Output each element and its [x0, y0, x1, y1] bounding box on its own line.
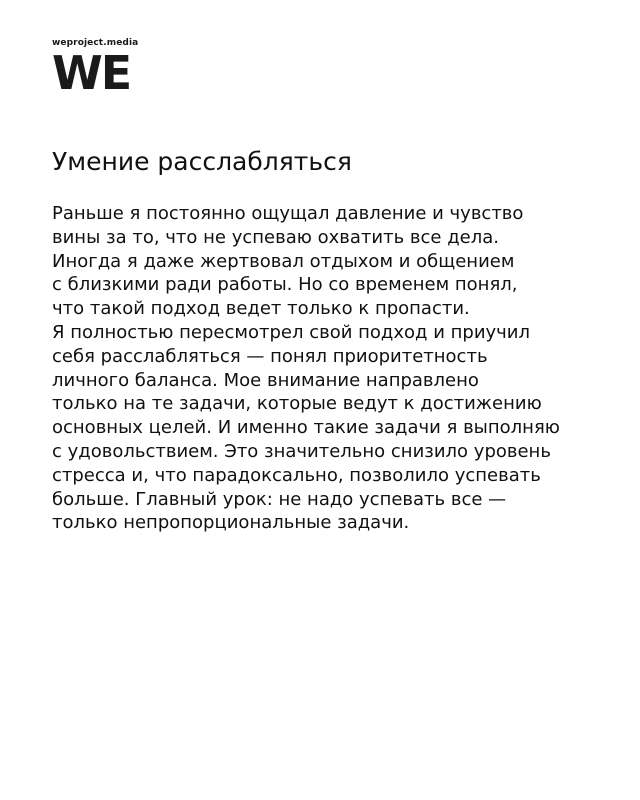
body-line: Иногда я даже жертвовал отдыхом и общением: [52, 250, 515, 272]
body-line: Раньше я постоянно ощущал давление и чувство: [52, 203, 524, 224]
body-line: только на те задачи, которые ведут к достижению: [52, 393, 542, 415]
body-line: себя расслабляться — понял приоритетность: [52, 345, 488, 367]
body-line: основных целей. И именно такие задачи я выполняю: [52, 417, 560, 439]
brand-logo: WE: [52, 46, 131, 100]
body-line: стресса и, что парадоксально, позволило успевать: [52, 464, 541, 486]
body-line: больше. Главный урок: не надо успевать все —: [52, 488, 507, 510]
page-title: Умение расслабляться: [52, 147, 352, 176]
body-line: с близкими ради работы. Но со временем понял,: [52, 274, 518, 296]
body-line: вины за то, что не успеваю охватить все дела.: [52, 226, 499, 248]
body-line: только непропорциональные задачи.: [52, 512, 410, 534]
body-line: что такой подход ведет только к пропасти.: [52, 298, 470, 320]
body-line: личного баланса. Мое внимание направлено: [52, 369, 479, 391]
body-line: Я полностью пересмотрел свой подход и приучил: [52, 321, 531, 343]
body-line: с удовольствием. Это значительно снизило уровень: [52, 440, 551, 462]
brand-block: [52, 38, 139, 100]
body-text: [52, 202, 612, 535]
brand-site-name: weproject.media: [52, 38, 139, 48]
